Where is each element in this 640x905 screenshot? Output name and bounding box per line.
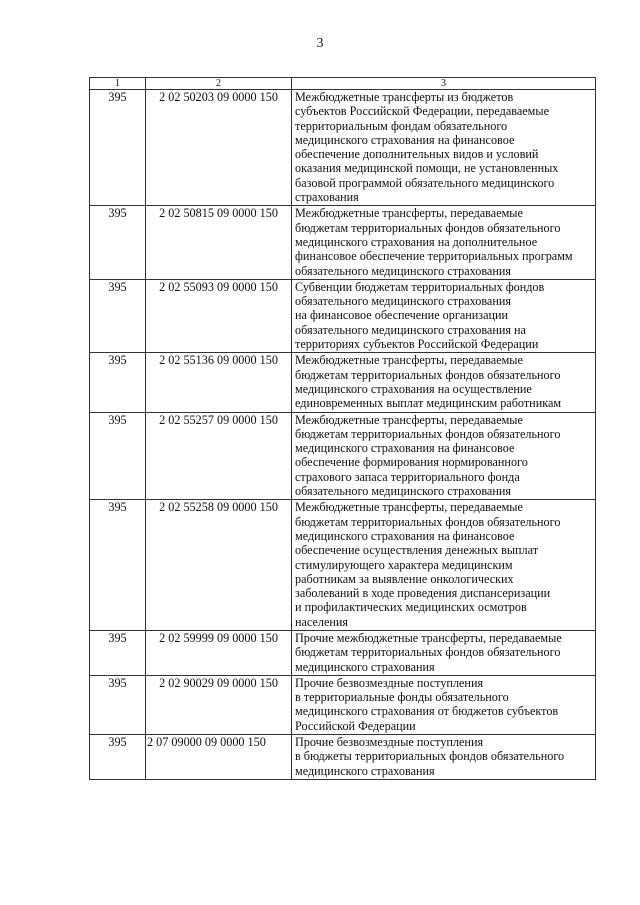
budget-code-cell: 2 02 90029 09 0000 150 [146,675,292,734]
admin-code-cell: 395 [90,500,146,631]
budget-code-cell: 2 02 50203 09 0000 150 [146,90,292,206]
description-line: Межбюджетные трансферты из бюджетов [295,90,514,104]
admin-code-cell: 395 [90,353,146,412]
description-cell [292,630,596,675]
description-line: территориальным фондам обязательного [295,118,508,133]
description-line: Прочие межбюджетные трансферты, передаваемые [295,630,562,645]
admin-code-cell: 395 [90,90,146,206]
description-cell [292,206,596,279]
description-line: в бюджеты территориальных фондов обязательного [295,749,565,764]
admin-code-cell: 395 [90,675,146,734]
description-line: медицинского страхования от бюджетов субъектов [295,704,559,719]
budget-code-cell: 2 02 55257 09 0000 150 [146,412,292,500]
description-line: бюджетам территориальных фондов обязательного [295,645,561,660]
description-line: и профилактических медицинских осмотров [295,600,527,615]
table-row [90,279,596,352]
admin-code-cell: 395 [90,279,146,352]
description-cell [292,500,596,631]
description-cell [292,353,596,412]
description-cell [292,279,596,352]
table-row [90,412,596,500]
admin-code-cell: 395 [90,206,146,279]
description-line: Российской Федерации [295,718,416,733]
description-line: Прочие безвозмездные поступления [295,675,484,690]
description-line: обеспечение осуществления денежных выплат [295,543,539,558]
description-cell [292,735,596,780]
description-line: обязательного медицинского страхования [295,294,511,309]
description-line: медицинского страхования [295,763,435,778]
budget-code-cell: 2 02 55258 09 0000 150 [146,500,292,631]
column-header-3: 3 [292,78,596,90]
table-row [90,206,596,279]
description-line: обязательного медицинского страхования [295,484,511,499]
description-line: медицинского страхования на осуществление [295,381,532,396]
description-line: субъектов Российской Федерации, передаваемые [295,104,549,119]
admin-code-cell: 395 [90,735,146,780]
budget-code-cell: 2 02 50815 09 0000 150 [146,206,292,279]
budget-code-cell: 2 02 55136 09 0000 150 [146,353,292,412]
description-line: на финансовое обеспечение организации [295,308,509,323]
description-line: обязательного медицинского страхования [295,263,511,278]
description-line: Межбюджетные трансферты, передаваемые [295,206,523,221]
budget-code-cell: 2 07 09000 09 0000 150 [146,735,292,780]
description-line: Межбюджетные трансферты, передаваемые [295,353,523,368]
description-line: заболеваний в ходе проведения диспансеризации [295,586,551,601]
description-line: медицинского страхования [295,659,435,674]
description-line: обеспечение дополнительных видов и условий [295,147,539,162]
description-line: Прочие безвозмездные поступления [295,735,484,750]
description-line: обязательного медицинского страхования на [295,322,526,337]
table-body [90,90,596,780]
description-line: финансовое обеспечение территориальных программ [295,249,573,264]
column-header-2: 2 [146,78,292,90]
description-line: медицинского страхования на финансовое [295,441,515,456]
description-line: бюджетам территориальных фондов обязательного [295,220,561,235]
description-line: обеспечение формирования нормированного [295,455,528,470]
admin-code-cell: 395 [90,630,146,675]
description-cell [292,90,596,206]
description-line: Субвенции бюджетам территориальных фондов [295,279,545,294]
description-line: страхового запаса территориального фонда [295,469,520,484]
description-line: работникам за выявление онкологических [295,571,514,586]
description-line: медицинского страхования на дополнительное [295,234,538,249]
column-header-1: 1 [90,78,146,90]
description-line: Межбюджетные трансферты, передаваемые [295,412,523,427]
description-line: бюджетам территориальных фондов обязательного [295,367,561,382]
budget-code-cell: 2 02 59999 09 0000 150 [146,630,292,675]
description-line: Межбюджетные трансферты, передаваемые [295,500,523,515]
table-row [90,500,596,631]
table-header-row [90,78,596,90]
description-cell [292,412,596,500]
table-row [90,675,596,734]
page-number: 3 [316,36,324,51]
description-line: населения [295,614,349,629]
table-row [90,735,596,780]
description-line: страхования [295,190,359,205]
description-cell [292,675,596,734]
description-line: бюджетам территориальных фондов обязательного [295,426,561,441]
description-line: базовой программой обязательного медицинского [295,175,555,190]
description-line: медицинского страхования на финансовое [295,132,515,147]
description-line: территориях субъектов Российской Федерации [295,337,539,352]
description-line: в территориальные фонды обязательного [295,690,509,705]
table-row [90,353,596,412]
description-line: оказания медицинской помощи, не установленных [295,161,559,176]
table-row [90,630,596,675]
budget-code-cell: 2 02 55093 09 0000 150 [146,279,292,352]
description-line: медицинского страхования на финансовое [295,528,515,543]
description-line: стимулирующего характера медицинским [295,557,513,572]
description-line: единовременных выплат медицинским работникам [295,396,562,411]
revenue-codes-table [89,77,596,780]
description-line: бюджетам территориальных фондов обязательного [295,514,561,529]
table-row [90,90,596,206]
admin-code-cell: 395 [90,412,146,500]
